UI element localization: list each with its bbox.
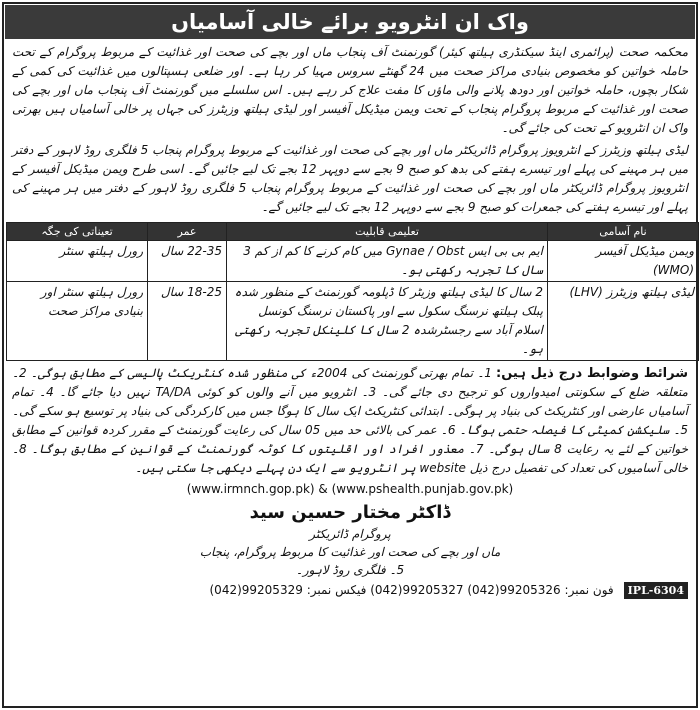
conditions-text: 1۔ تمام بھرتی گورنمنٹ کی 2004ء کی منظور شدہ کنٹریکٹ پالیسی کے مطابق ہوگی۔ 2۔ متعلقہ ضلع کے سکونتی امیدواروں کو ترجیح دی جائے گی۔ 3۔ انٹرویو میں آنے والوں کو کوئی TA/DA نہیں دیا جائے گا۔ 4۔ تمام آسامیاں عارضی اور کنٹریکٹ کی بنیاد پر ہوگی۔ ابتدائی کنٹریکٹ ایک سال کا ہوگا جس میں کارکردگی کی بنیاد پر توسیع ہو سکے گی۔ 5۔ سلیکشن کمیٹی کا فیصلہ حتمی ہوگا۔ 6۔ عمر کی بالائی حد میں 05 سال کی رعایت گورنمنٹ کے مقرر کردہ قوانین کے مطابق خواتین کے لئے یہ رعایت 8 سال ہوگی۔ 7۔ معذور افراد اور اقلیتوں کا کوٹہ گورنمنٹ کے قوانین کے مطابق ہوگا۔ 8۔ خالی آسامیوں کی تعداد کی تفصیل درج ذیل website پر انٹرویو سے ایک دن پہلے دیکھی جا سکتی ہیں۔ [12,366,688,475]
websites: (www.irmnch.gop.pk) & (www.pshealth.punjab.gov.pk) [186,482,514,496]
contact-numbers [210,583,614,597]
posting-cell: رورل ہیلتھ سنٹر اور بنیادی مراکز صحت [7,282,148,361]
header-age: عمر [148,223,227,241]
qualification-cell: 2 سال کا لیڈی ہیلتھ وزیٹر کا ڈپلومہ گورنمنٹ کے منظور شدہ پبلک ہیلتھ نرسنگ سکول سے اور پاکستان نرسنگ کونسل اسلام آباد سے رجسٹرشدہ 2 سال کا کلینکل تجربہ رکھتی ہو۔ [227,282,548,361]
intro-paragraph: محکمہ صحت (پرائمری اینڈ سیکنڈری ہیلتھ کیئر) گورنمنٹ آف پنجاب ماں اور بچے کی صحت اور غذائیت کے مربوط پروگرام کے تحت حاملہ خواتین کو مخصوص بنیادی مراکز صحت میں 24 گھنٹے سروس مہیا کر رہا ہے۔ اور ضلعی ہسپتالوں میں غذائیت کی کمی کے شکار بچوں، حاملہ خواتین اور دودھ پلانے والی ماؤں کا مفت علاج کر رہے ہیں۔ اس سلسلے میں گورنمنٹ آف پنجاب ماں اور بچے کی صحت اور غذائیت کے مربوط پروگرام پنجاب کے تحت ویمن میڈیکل آفیسر اور لیڈی ہیلتھ وزیٹرز کی جہاں پر خالی آسامیاں ہیں بھرتی واک ان انٹرویو کے تحت کی جائے گی۔ [12,45,688,135]
age-cell: 22-35 سال [148,241,227,282]
signatory-role: پروگرام ڈائریکٹر [309,527,391,541]
ad-code-badge: IPL-6304 [624,582,688,599]
terms-and-conditions [12,364,688,478]
qualification-cell: ایم بی بی ایس Gynae / Obst میں کام کرنے کا کم از کم 3 سال کا تجربہ رکھتی ہو۔ [227,241,548,282]
organization: ماں اور بچے کی صحت اور غذائیت کا مربوط پروگرام، پنجاب [199,545,501,559]
signatory-name: ڈاکٹر مختار حسین سید [249,502,451,523]
table-row [7,241,699,282]
age-cell: 18-25 سال [148,282,227,361]
ad-title: واک ان انٹرویو برائے خالی آسامیاں [5,5,695,39]
post-cell: ویمن میڈیکل آفیسر (WMO) [548,241,699,282]
header-posting: تعیناتی کی جگہ [7,223,148,241]
table-row [7,282,699,361]
header-post: نام آسامی [548,223,699,241]
table-header-row [7,223,699,241]
posting-cell: رورل ہیلتھ سنٹر [7,241,148,282]
fax-number: (042)99205329 [209,583,303,597]
advertisement-border [2,2,698,708]
phone-label: فون نمبر: [564,583,614,597]
address: 5۔ فلگری روڈ لاہور۔ [295,563,405,577]
interview-schedule-paragraph: لیڈی ہیلتھ وزیٹرز کے انٹرویوز پروگرام ڈائریکٹر ماں اور بچے کی صحت اور غذائیت کے مربوط پروگرام پنجاب 5 فلگری روڈ لاہور کے دفتر میں ہر مہینے کی پہلے اور تیسرے ہفتے کی بدھ کو صبح 9 بجے سے دوپہر 12 بجے تک لیے جائیں گے۔ اسی طرح ویمن میڈیکل آفیسر کے انٹرویوز پروگرام ڈائریکٹر ماں اور بچے کی صحت اور غذائیت کے مربوط پروگرام پنجاب 5 فلگری روڈ لاہور کے دفتر میں ہر مہینے کی پہلے اور تیسرے ہفتے کی جمعرات کو صبح 9 بجے سے دوپہر 12 بجے تک لیے جائیں گے۔ [12,143,689,214]
phone-numbers: (042)99205327 (042)99205326 [370,583,561,597]
conditions-heading: شرائط وضوابط درج ذیل ہیں: [496,366,688,381]
post-cell: لیڈی ہیلتھ وزیٹرز (LHV) [548,282,699,361]
header-qualification: تعلیمی قابلیت [227,223,548,241]
vacancies-table [6,222,699,361]
footer-row [12,580,688,600]
fax-label: فیکس نمبر: [306,583,367,597]
